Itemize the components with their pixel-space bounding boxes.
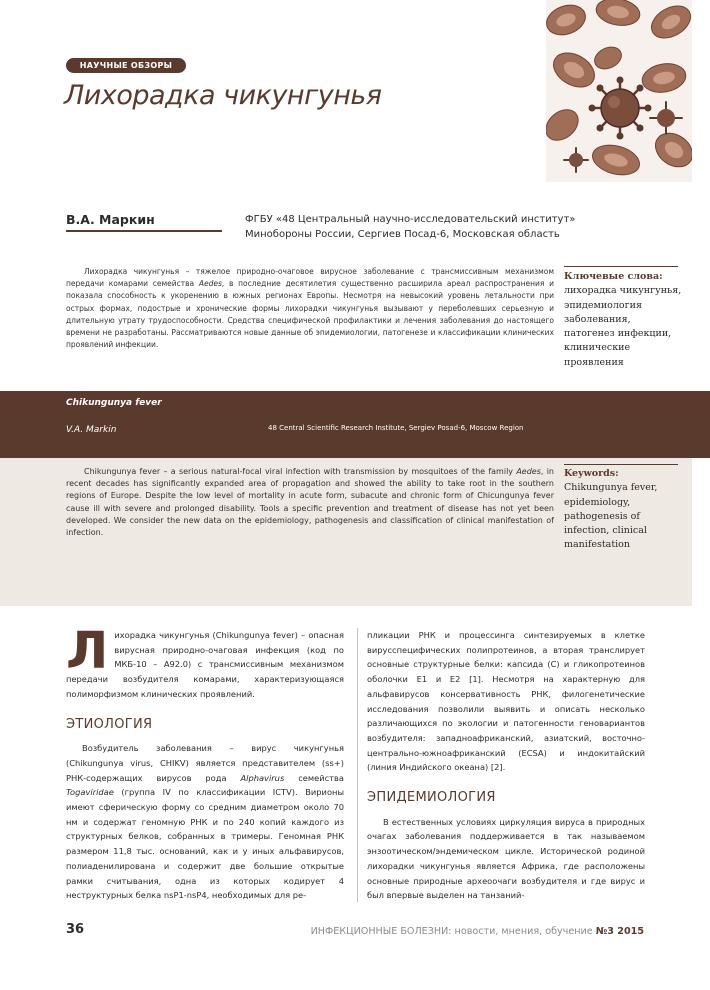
drop-cap: Л [66, 622, 109, 681]
section-heading-epidemiology: ЭПИДЕМИОЛОГИЯ [367, 790, 496, 806]
etiology-family: Togaviridae [66, 787, 114, 798]
abstract-ru-prefix: Лихорадка чикунгунья – тяжелое природно-очаговое вирусное заболевание с трансмиссивным механизмом передачи комарами семейства [66, 267, 554, 289]
abstract-en-prefix: Chikungunya fever – a serious natural-focal viral infection with transmission by mosquitoes of the family [84, 467, 517, 476]
keywords-en-rule [564, 464, 678, 465]
abstract-ru-genus: Aedes [198, 279, 222, 289]
epidemiology-paragraph: В естественных условиях циркуляция вируса в природных очагах заболевания поддерживается в так называемом энзоотическом/эндемическом цикле. Исторической родиной лихорадки чикунгунья является Африка, где расположены основные природные археоочаги возбудителя и где вирус и был впервые выделен на танзаний- [367, 816, 645, 901]
abstract-english [66, 466, 554, 539]
virus-illustration [546, 0, 692, 182]
english-author: V.A. Markin [66, 425, 117, 435]
etiology-genus: Alphavirus [240, 772, 285, 783]
keywords-english [564, 467, 682, 553]
etiology-text-1: Возбудитель заболевания – вирус чикунгунья (Chikungunya virus, CHIKV) является представителем (ss+) РНК-содержащих вирусов рода [66, 743, 344, 783]
keywords-ru-text: лихорадка чикунгунья, эпидемиология заболевания, патогенез инфекции, клинические проявления [564, 285, 682, 368]
body-column-left [66, 622, 344, 903]
keywords-en-text: Chikungunya fever, epidemiology, pathogenesis of infection, clinical manifestation [564, 482, 658, 551]
section-rubric-badge: НАУЧНЫЕ ОБЗОРЫ [66, 58, 186, 73]
english-title: Chikungunya fever [66, 398, 162, 408]
etiology-text-3: (группа IV по классификации ICTV). Вирионы имеют сферическую форму со средним диаметром около 70 нм и содержат геномную РНК и по 240 копий каждого из структурных белков, собранных в тримеры. Геномная РНК размером 11,8 тыс. оснований, как и у иных альфавирусов, полиаденилирована и содержит две большие открытые рамки считывания, одна из которых кодирует 4 неструктурных белка nsP1-nsP4, необходимых для ре- [66, 787, 344, 901]
journal-issue: №3 2015 [595, 926, 644, 937]
keywords-ru-title: Ключевые слова: [564, 271, 663, 282]
page-number: 36 [66, 922, 85, 937]
column-divider [357, 628, 358, 902]
author-underline [66, 230, 222, 232]
author-affiliation: ФГБУ «48 Центральный научно-исследовательский институт» Минобороны России, Сергиев Посад-6, Московская область [245, 214, 576, 240]
intro-text: ихорадка чикунгунья (Chikungunya fever) – опасная вирусная природно-очаговая инфекция (код по МКБ-10 – А92.0) с трансмиссивным механизмом передачи возбудителя комарами, характеризующаяся полиморфизмом клинических проявлений. [66, 630, 344, 699]
author-name: В.А. Маркин [66, 212, 155, 227]
abstract-en-suffix: , in recent decades has significantly expanded area of propagation and showed the ability to take root in the southern regions of Europe. Despite the low level of mortality in acute form, subacute and chronic form of Chicungunya fever cause ill with severe and prolonged disability. Tools a specific prevention and treatment of disease has not yet been developed. We consider the new data on the epidemiology, pathogenesis and classification of clinical manifestation of infection. [66, 467, 554, 538]
abstract-russian [66, 266, 554, 351]
etiology-text-2: семейства [284, 772, 344, 783]
article-title: Лихорадка чикунгунья [64, 80, 382, 111]
abstract-ru-suffix: , в последние десятилетия существенно расширила ареал распространения и показала способность к укоренению в южных регионах Европы. Несмотря на невысокий уровень летальности при острых формах, подострые и хронические формы лихорадки чикунгунья вызывают у переболевших серьезную и длительную утрату трудоспособности. Средства специфической профилактики и лечения заболевания до настоящего времени не разработаны. Рассматриваются новые данные об эпидемиологии, патогенезе и классификации клинических проявлений инфекции. [66, 279, 554, 350]
body-column-right [367, 628, 645, 903]
journal-footer [311, 926, 644, 937]
keywords-russian [564, 270, 682, 370]
journal-name: ИНФЕКЦИОННЫЕ БОЛЕЗНИ: новости, мнения, обучение [310, 926, 593, 937]
abstract-en-genus: Aedes [516, 467, 541, 476]
english-header-band [0, 391, 710, 458]
english-affiliation: 48 Central Scientific Research Institute, Sergiev Posad-6, Moscow Region [268, 424, 524, 432]
etiology-paragraph [66, 741, 344, 903]
etiology-continuation: пликации РНК и процессинга синтезируемых в клетке вирусспецифических полипротеинов, а вторая транслирует основные структурные белки: капсида (С) и гликопротеинов оболочки Е1 и Е2 [1]. Несмотря на характерную для альфавирусов консервативность РНК, филогенетические исследования позволили выявить и описать несколько различающихся по экологии и патогенности геновариантов возбудителя: западноафриканский, азиатский, восточно-центрально-южноафриканский (ECSA) и индокитайский (линия Индийского океана) [2]. [367, 630, 645, 773]
section-heading-etiology: ЭТИОЛОГИЯ [66, 716, 153, 732]
intro-paragraph [66, 622, 344, 702]
keywords-en-title: Keywords: [564, 468, 619, 479]
keywords-ru-rule [564, 266, 678, 267]
